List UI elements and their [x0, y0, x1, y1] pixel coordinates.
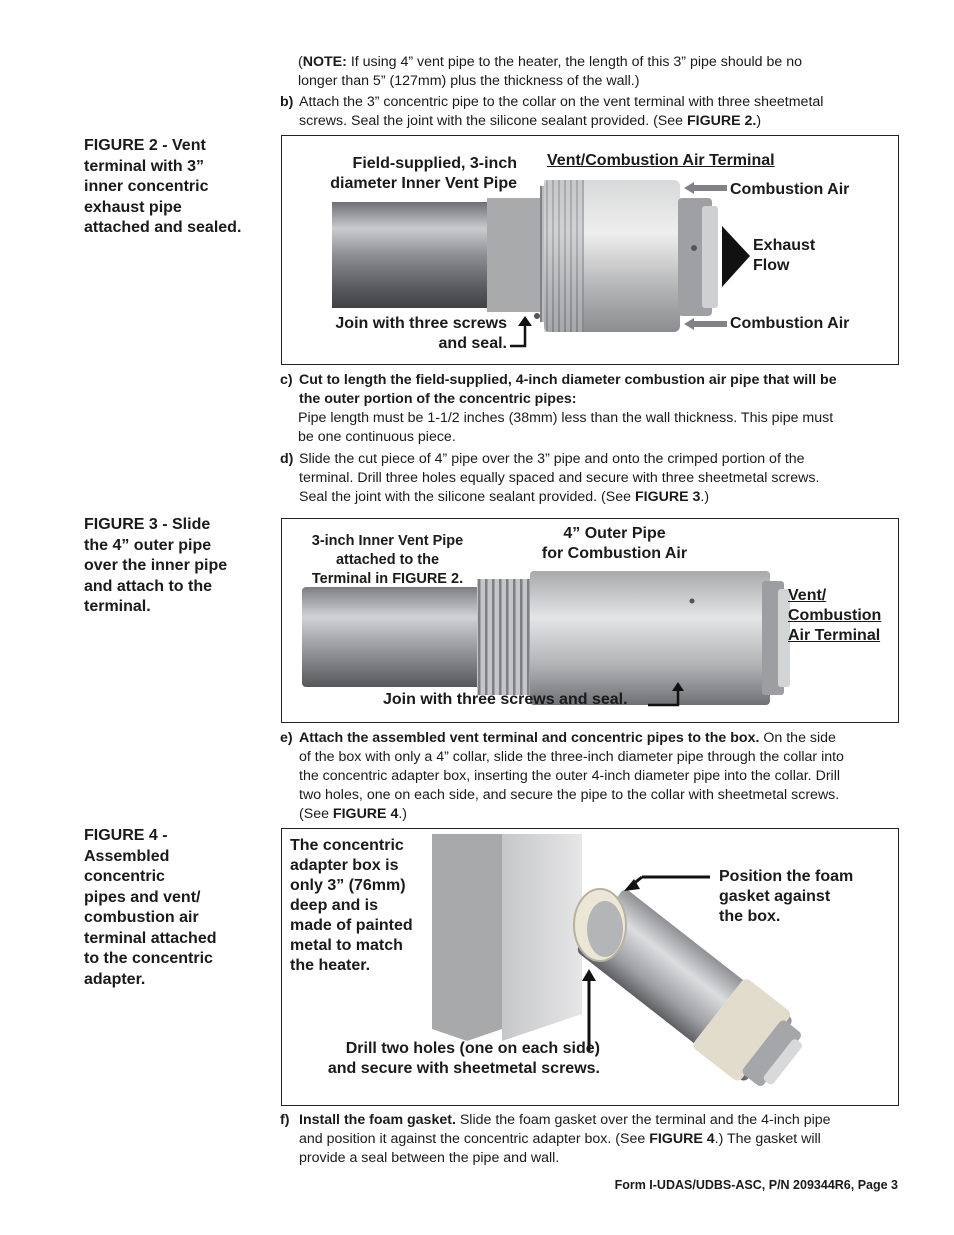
figure-reference: FIGURE 4 — [649, 1131, 715, 1147]
combustion-air-label-top: Combustion Air — [730, 181, 850, 198]
note-label: NOTE: — [302, 54, 347, 70]
adapter-box-side — [432, 834, 502, 1041]
combustion-air-arrow-bottom — [684, 318, 727, 330]
step-b: b) Attach the 3” concentric pipe to the collar on the vent terminal with three sheetmetal screws. Seal the joint with the silicone sealant provided. (See FIGURE 2.) — [280, 94, 824, 129]
figure-2-caption: FIGURE 2 - Vent terminal with 3” inner concentric exhaust pipe attached and sealed. — [84, 137, 242, 236]
adapter-box-front — [502, 834, 582, 1041]
exhaust-flow-label: Exhaust Flow — [753, 237, 816, 274]
terminal-label: Vent/Combustion Air Terminal — [547, 152, 775, 169]
collar — [587, 901, 623, 957]
step-key: f) — [280, 1112, 290, 1128]
figure-4-caption: FIGURE 4 - Assembled concentric pipes and vent/ combustion air terminal attached to the concentric adapter. — [84, 827, 217, 988]
step-c: c) Cut to length the field-supplied, 4-inch diameter combustion air pipe that will be the outer portion of the concentric pipes: Pipe length must be 1-1/2 inches (38mm) less than the wall thickness. This pipe must be one continuous piece. — [280, 372, 837, 445]
inner-vent-pipe — [302, 587, 492, 687]
step-key: e) — [280, 730, 293, 746]
step-e: e) Attach the assembled vent terminal and concentric pipes to the box. On the side of the box with only a 4” collar, slide the three-inch diameter pipe through the collar into the concentric adapter box, inserting the outer 4-inch diameter pipe into the collar. Drill two holes, one on each side, and secure the pipe to the collar with sheetmetal screws. (See FIGURE 4.) — [280, 730, 844, 822]
join-arrow — [510, 324, 525, 346]
inner-pipe-label: 3-inch Inner Vent Pipe attached to the Terminal in FIGURE 2. — [311, 533, 464, 587]
figure-reference: FIGURE 3 — [634, 489, 701, 505]
figure-3 — [281, 518, 899, 723]
outer-pipe — [530, 571, 770, 705]
figure-3-caption: FIGURE 3 - Slide the 4” outer pipe over the inner pipe and attach to the terminal. — [84, 516, 228, 615]
drill-holes-label: Drill two holes (one on each side) and secure with sheetmetal screws. — [327, 1040, 600, 1077]
join-label: Join with three screws and seal. — [383, 691, 628, 708]
figure-2 — [281, 135, 899, 365]
terminal-label: Vent/ Combustion Air Terminal — [788, 587, 882, 644]
figure-4 — [281, 828, 899, 1106]
crimped-collar — [477, 579, 537, 695]
page-footer: Form I-UDAS/UDBS-ASC, P/N 209344R6, Page 3 — [614, 1178, 898, 1192]
figure-reference: FIGURE 4 — [332, 806, 399, 822]
combustion-air-arrow-top — [684, 182, 727, 194]
figure-reference: FIGURE 2. — [687, 113, 757, 129]
step-d: d) Slide the cut piece of 4” pipe over the 3” pipe and onto the crimped portion of the terminal. Drill three holes equally spaced and secure with three sheetmetal screws. Seal the joint with the silicone sealant provided. (See FIGURE 3.) — [280, 451, 820, 505]
step-key: b) — [280, 94, 294, 110]
step-f: f) Install the foam gasket. Slide the foam gasket over the terminal and the 4-inch pipe and position it against the concentric adapter box. (See FIGURE 4.) The gasket will provide a seal between the pipe and wall. — [280, 1112, 831, 1166]
adapter-box-label: The concentric adapter box is only 3” (76mm) deep and is made of painted metal to match the heater. — [290, 837, 413, 974]
join-label: Join with three screws and seal. — [335, 315, 507, 352]
note-paragraph: (NOTE: If using 4” vent pipe to the heater, the length of this 3” pipe should be no longer than 5” (127mm) plus the thickness of the wall.) — [298, 54, 802, 89]
combustion-air-label-bottom: Combustion Air — [730, 315, 850, 332]
exhaust-flow-arrow — [722, 226, 750, 287]
step-key: c) — [280, 372, 293, 388]
inner-pipe-label: Field-supplied, 3-inch diameter Inner Vent Pipe — [330, 155, 517, 192]
foam-gasket-label: Position the foam gasket against the box. — [719, 868, 854, 925]
outer-pipe-label: 4” Outer Pipe for Combustion Air — [541, 525, 688, 562]
step-key: d) — [280, 451, 294, 467]
